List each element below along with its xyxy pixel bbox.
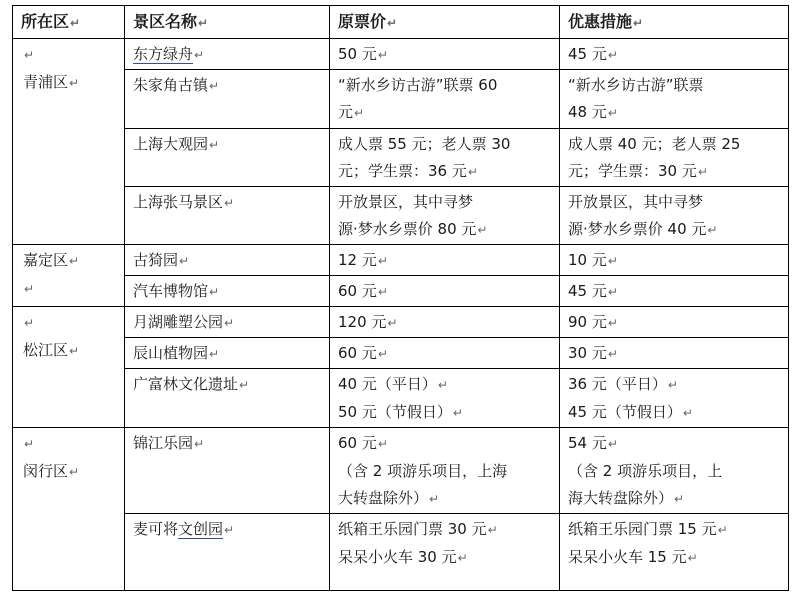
table-row xyxy=(13,307,789,338)
scenic-name: 麦可将文创园↵ xyxy=(125,514,330,591)
table-row xyxy=(13,276,789,307)
table-row xyxy=(13,70,789,129)
original-price: 开放景区，其中寻梦 源·梦水乡票价 80 元↵ xyxy=(330,187,560,245)
header-scenic-name: 景区名称↵ xyxy=(125,6,330,39)
table-row xyxy=(13,338,789,369)
table-row xyxy=(13,187,789,245)
discount-price: 10 元↵ xyxy=(560,245,789,276)
table-row xyxy=(13,129,789,187)
scenic-name: 月湖雕塑公园↵ xyxy=(125,307,330,338)
header-district: 所在区↵ xyxy=(13,6,125,39)
district-jiading: 嘉定区↵ ↵ xyxy=(13,245,125,307)
discount-price: 90 元↵ xyxy=(560,307,789,338)
discount-price: 45 元↵ xyxy=(560,276,789,307)
scenic-name: 朱家角古镇↵ xyxy=(125,70,330,129)
scenic-name: 辰山植物园↵ xyxy=(125,338,330,369)
scenic-name: 古猗园↵ xyxy=(125,245,330,276)
table-row xyxy=(13,369,789,428)
original-price: 纸箱王乐园门票 30 元↵ 呆呆小火车 30 元↵ xyxy=(330,514,560,591)
scenic-name: 上海大观园↵ xyxy=(125,129,330,187)
original-price: 60 元↵ （含 2 项游乐项目，上海 大转盘除外）↵ xyxy=(330,428,560,514)
discount-price: 纸箱王乐园门票 15 元↵ 呆呆小火车 15 元↵ xyxy=(560,514,789,591)
original-price: “新水乡访古游”联票 60 元↵ xyxy=(330,70,560,129)
district-songjiang: ↵ 松江区↵ xyxy=(13,307,125,428)
original-price: 120 元↵ xyxy=(330,307,560,338)
header-discount: 优惠措施↵ xyxy=(560,6,789,39)
scenic-name: 东方绿舟↵ xyxy=(125,39,330,70)
district-minhang: ↵ 闵行区↵ xyxy=(13,428,125,591)
discount-price: 30 元↵ xyxy=(560,338,789,369)
original-price: 60 元↵ xyxy=(330,276,560,307)
discount-price: 开放景区，其中寻梦 源·梦水乡票价 40 元↵ xyxy=(560,187,789,245)
table-row xyxy=(13,514,789,591)
original-price: 50 元↵ xyxy=(330,39,560,70)
original-price: 12 元↵ xyxy=(330,245,560,276)
table-row xyxy=(13,428,789,514)
original-price: 成人票 55 元；老人票 30 元；学生票：36 元↵ xyxy=(330,129,560,187)
header-row xyxy=(13,6,789,39)
discount-price: 45 元↵ xyxy=(560,39,789,70)
table-row xyxy=(13,245,789,276)
discount-price: 成人票 40 元；老人票 25 元；学生票：30 元↵ xyxy=(560,129,789,187)
district-qingpu: ↵ 青浦区↵ xyxy=(13,39,125,245)
header-original-price: 原票价↵ xyxy=(330,6,560,39)
discount-price: 54 元↵ （含 2 项游乐项目，上 海大转盘除外）↵ xyxy=(560,428,789,514)
scenic-name: 广富林文化遗址↵ xyxy=(125,369,330,428)
table-row xyxy=(13,39,789,70)
original-price: 60 元↵ xyxy=(330,338,560,369)
discount-price: “新水乡访古游”联票 48 元↵ xyxy=(560,70,789,129)
scenic-name: 汽车博物馆↵ xyxy=(125,276,330,307)
original-price: 40 元（平日）↵ 50 元（节假日）↵ xyxy=(330,369,560,428)
discount-price: 36 元（平日）↵ 45 元（节假日）↵ xyxy=(560,369,789,428)
scenic-name: 锦江乐园↵ xyxy=(125,428,330,514)
scenic-ticket-table xyxy=(12,5,789,591)
scenic-name: 上海张马景区↵ xyxy=(125,187,330,245)
